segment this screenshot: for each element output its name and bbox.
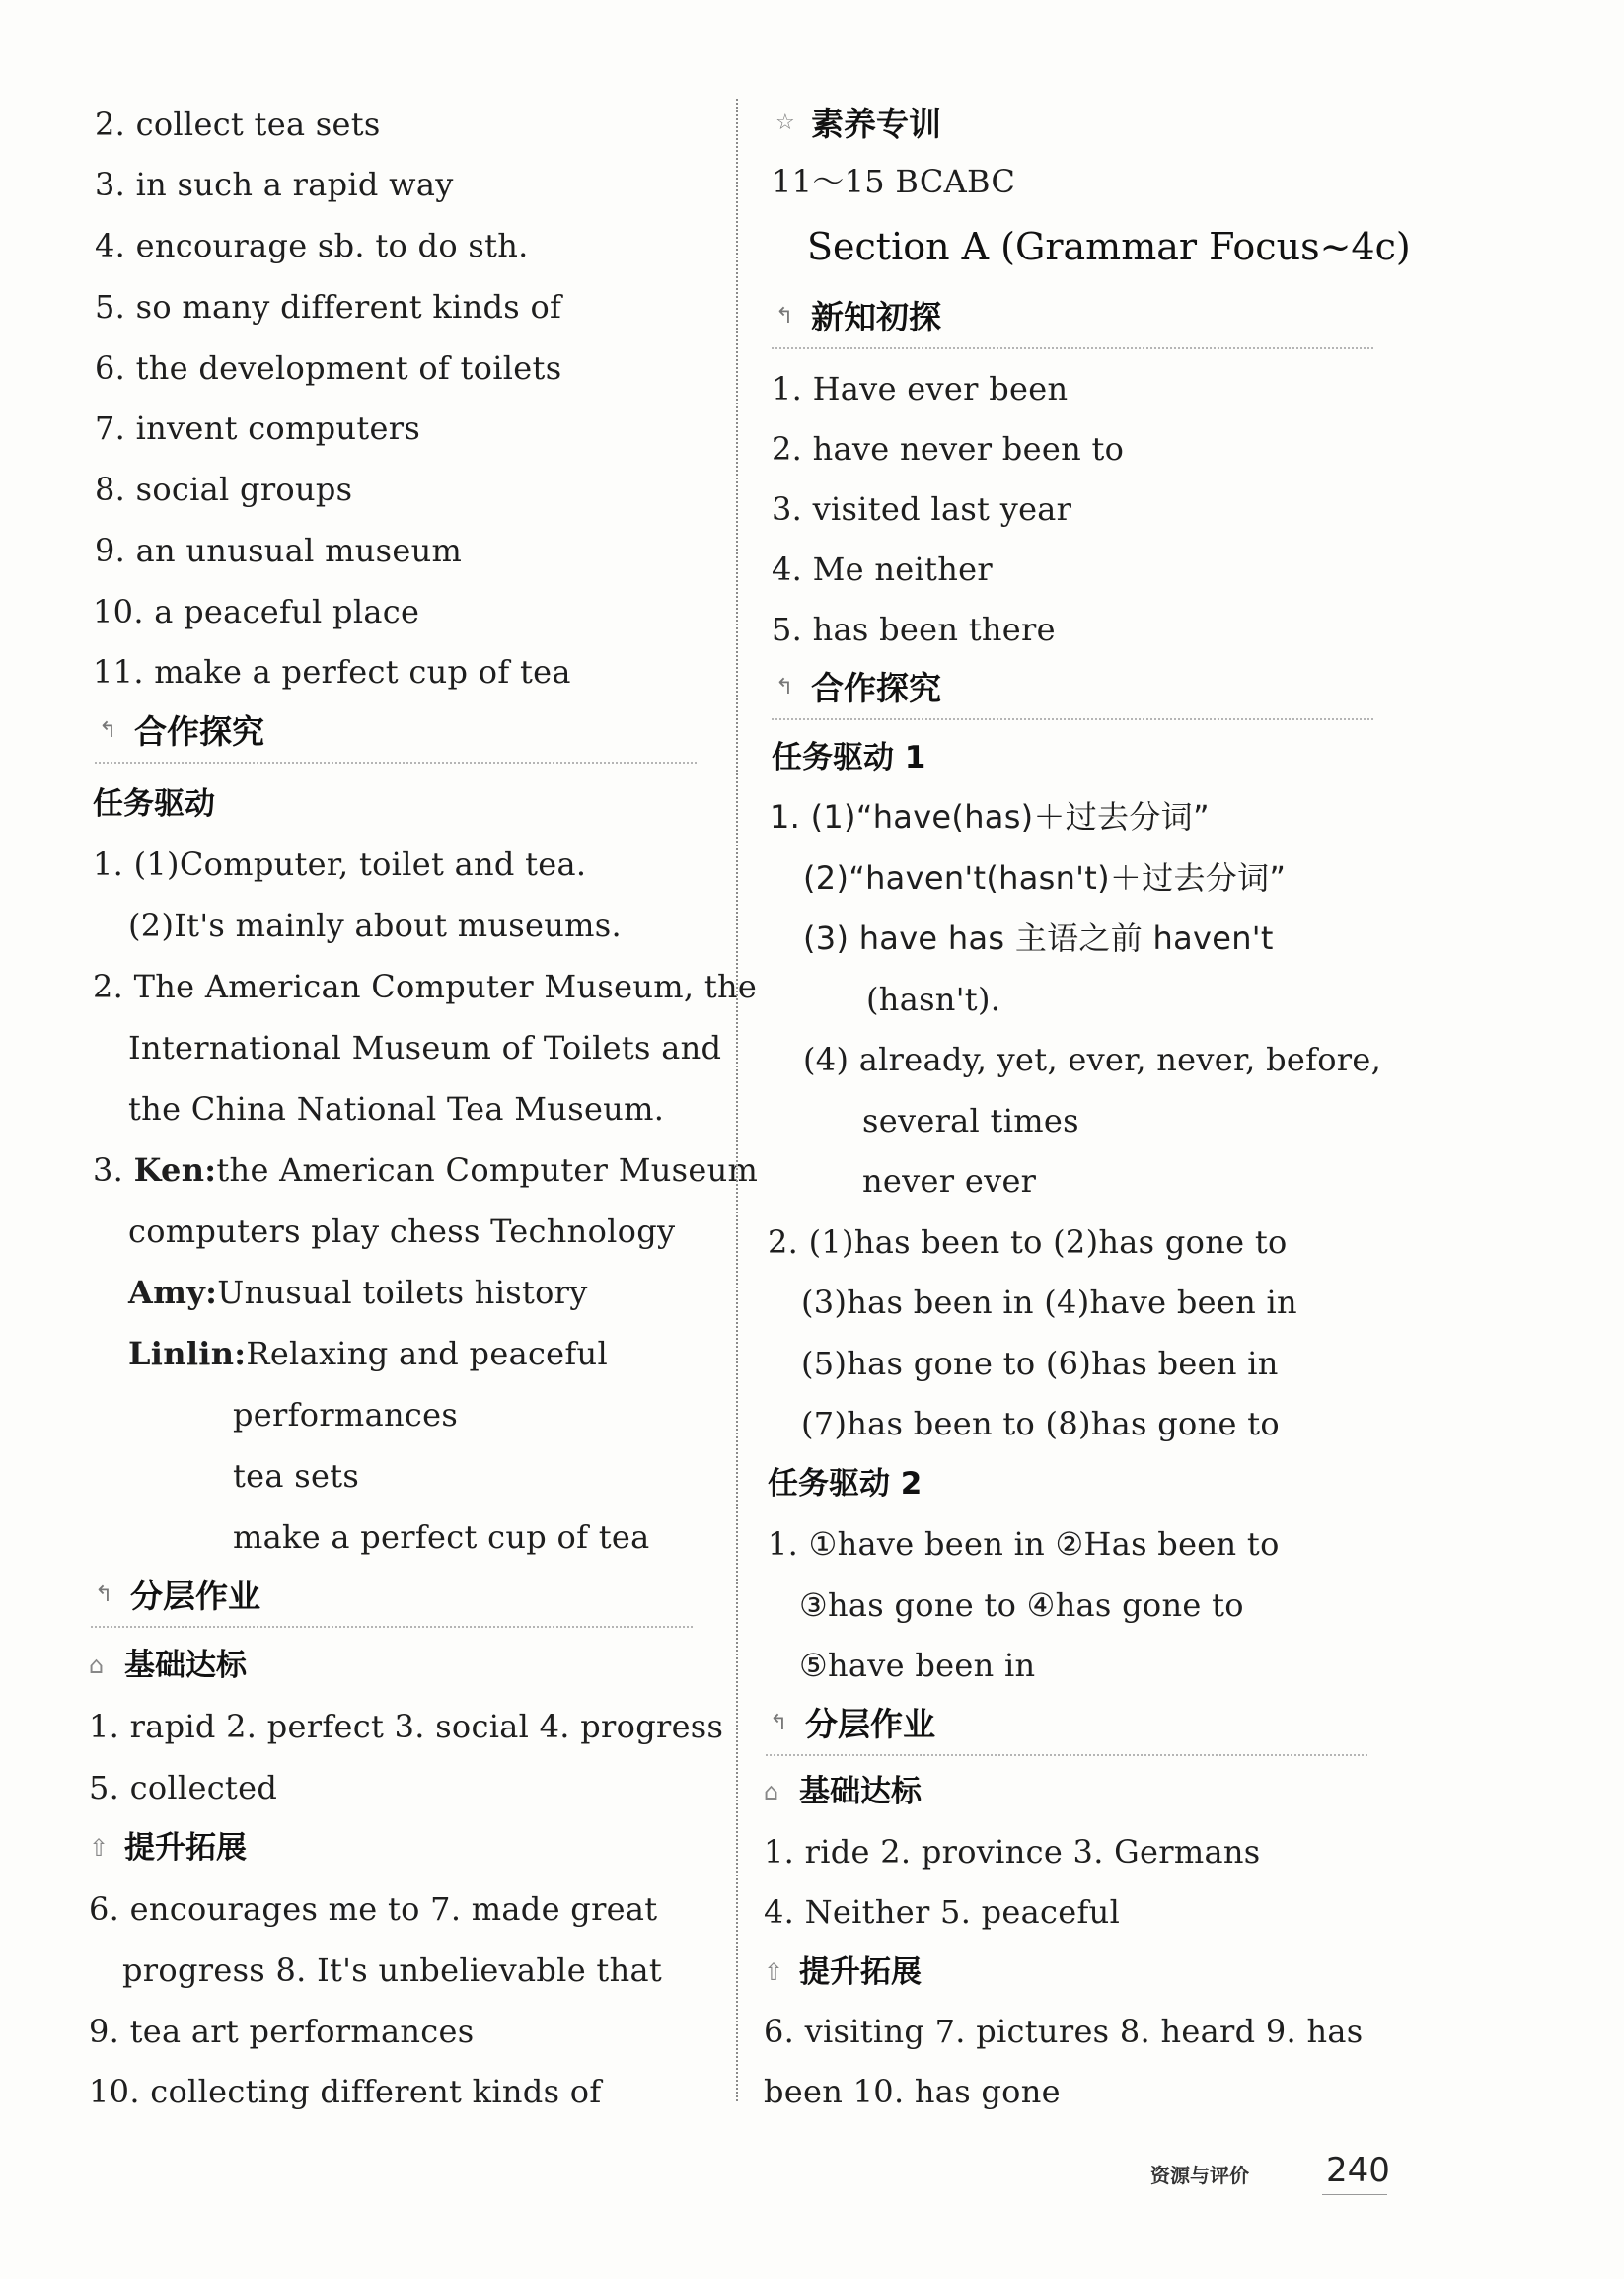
answer-line: make a perfect cup of tea: [233, 1518, 650, 1556]
answer-line: (hasn't).: [866, 981, 1001, 1018]
item-number: 3.: [93, 1151, 124, 1189]
page-number-underline: [1322, 2194, 1387, 2195]
answer-line: (3) have has 主语之前 haven't: [803, 919, 1274, 957]
answer-line: (7)has been to (8)has gone to: [801, 1405, 1280, 1442]
section-marker-icon: ↰: [99, 718, 117, 743]
answer-line: 3. in such a rapid way: [95, 166, 454, 203]
answer-line: 2. have never been to: [772, 430, 1125, 468]
answer-line: (2)It's mainly about museums.: [128, 907, 622, 944]
answer-line: 4. encourage sb. to do sth.: [95, 227, 529, 264]
answer-line: the China National Tea Museum.: [128, 1090, 665, 1128]
answer-line: 10. a peaceful place: [93, 593, 420, 630]
section-title-cooperation: [95, 710, 264, 754]
answer-line: 3. visited last year: [772, 490, 1072, 528]
answer-line: 11～15 BCABC: [772, 163, 1016, 200]
answer-line: 9. an unusual museum: [95, 532, 463, 569]
answer-line: computers play chess Technology: [128, 1213, 676, 1250]
subsection-basic: [764, 1772, 922, 1811]
answer-line: 5. has been there: [772, 611, 1056, 648]
answer-line: International Museum of Toilets and: [128, 1029, 722, 1066]
answer-line: [128, 1334, 608, 1373]
answer-line: 1. ride 2. province 3. Germans: [764, 1833, 1261, 1871]
task-title: 任务驱动 2: [768, 1466, 923, 1502]
section-marker-icon: ↰: [95, 1582, 113, 1607]
answer-line: never ever: [862, 1162, 1037, 1200]
subsection-advance: [764, 1952, 922, 1992]
subsection-title-text: 基础达标: [124, 1648, 247, 1683]
name-ken: Ken:: [133, 1151, 217, 1189]
task-title: 任务驱动 1: [772, 740, 926, 775]
column-divider: [736, 99, 738, 2101]
section-title-cooperation: [772, 667, 941, 710]
answer-line: progress 8. It's unbelievable that: [122, 1951, 663, 1989]
answer-line: 1. Have ever been: [772, 370, 1069, 407]
answer-line: 2. (1)has been to (2)has gone to: [768, 1223, 1288, 1261]
answer-line: 5. so many different kinds of: [95, 288, 562, 326]
answer-line: 4. Me neither: [772, 551, 993, 588]
subsection-basic: [89, 1646, 247, 1685]
answer-text: Unusual toilets history: [217, 1274, 588, 1311]
answer-line: tea sets: [233, 1457, 360, 1495]
answer-line: (4) already, yet, ever, never, before,: [803, 1041, 1382, 1078]
up-arrow-icon: ⇧: [89, 1834, 110, 1862]
answer-line: several times: [862, 1102, 1079, 1140]
section-title-quality: [772, 103, 941, 146]
lock-icon: ⌂: [89, 1652, 105, 1679]
name-linlin: Linlin:: [128, 1335, 247, 1372]
answer-line: 11. make a perfect cup of tea: [93, 653, 571, 691]
section-marker-icon: ↰: [775, 304, 794, 329]
answer-line: 2. The American Computer Museum, the: [93, 968, 758, 1005]
section-title-text: 素养专训: [811, 105, 941, 143]
answer-line: 6. visiting 7. pictures 8. heard 9. has: [764, 2013, 1364, 2050]
subsection-title-text: 基础达标: [799, 1774, 922, 1809]
answer-line: 6. the development of toilets: [95, 349, 562, 387]
section-title-text: 合作探究: [134, 712, 264, 751]
answer-line: (2)“haven't(hasn't)＋过去分词”: [803, 859, 1287, 897]
section-title-new: [772, 296, 941, 339]
section-title-text: 合作探究: [811, 669, 941, 707]
answer-line: 10. collecting different kinds of: [89, 2073, 602, 2110]
answer-text: the American Computer Museum: [216, 1151, 759, 1189]
answer-line: 1. ①have been in ②Has been to: [768, 1525, 1280, 1563]
star-icon: ☆: [775, 110, 795, 135]
name-amy: Amy:: [128, 1274, 218, 1311]
section-marker-icon: ↰: [770, 1711, 788, 1735]
answer-line: ③has gone to ④has gone to: [799, 1586, 1244, 1624]
answer-text: Relaxing and peaceful: [246, 1335, 609, 1372]
answer-line: (5)has gone to (6)has been in: [801, 1345, 1279, 1382]
answer-line: 7. invent computers: [95, 409, 421, 447]
answer-line: 1. (1)“have(has)＋过去分词”: [770, 798, 1210, 836]
page-number: 240: [1326, 2151, 1390, 2190]
task-title: 任务驱动: [93, 786, 215, 822]
answer-line: 9. tea art performances: [89, 2013, 475, 2050]
answer-line: 1. (1)Computer, toilet and tea.: [93, 845, 587, 883]
answer-line: [93, 1150, 758, 1190]
answer-line: 5. collected: [89, 1769, 278, 1806]
subsection-title-text: 提升拓展: [124, 1830, 247, 1866]
answer-line: been 10. has gone: [764, 2073, 1061, 2110]
answer-line: performances: [233, 1396, 459, 1434]
answer-line: [128, 1273, 588, 1312]
up-arrow-icon: ⇧: [764, 1958, 784, 1986]
section-title-text: 分层作业: [805, 1705, 935, 1743]
answer-line: (3)has been in (4)have been in: [801, 1284, 1297, 1321]
answer-line: 2. collect tea sets: [95, 106, 381, 143]
subsection-advance: [89, 1828, 247, 1868]
footer-label: 资源与评价: [1150, 2164, 1249, 2187]
answer-line: 4. Neither 5. peaceful: [764, 1893, 1121, 1931]
section-title-text: 分层作业: [130, 1577, 260, 1615]
section-heading: Section A (Grammar Focus~4c): [807, 225, 1411, 268]
section-title-homework: [766, 1703, 935, 1746]
answer-line: ⑤have been in: [799, 1647, 1036, 1684]
answer-line: 8. social groups: [95, 471, 353, 508]
section-title-homework: [91, 1575, 260, 1618]
answer-line: 6. encourages me to 7. made great: [89, 1890, 658, 1928]
section-marker-icon: ↰: [775, 675, 794, 699]
answer-line: 1. rapid 2. perfect 3. social 4. progress: [89, 1708, 724, 1745]
section-title-text: 新知初探: [811, 298, 941, 336]
subsection-title-text: 提升拓展: [799, 1954, 922, 1990]
lock-icon: ⌂: [764, 1778, 779, 1805]
